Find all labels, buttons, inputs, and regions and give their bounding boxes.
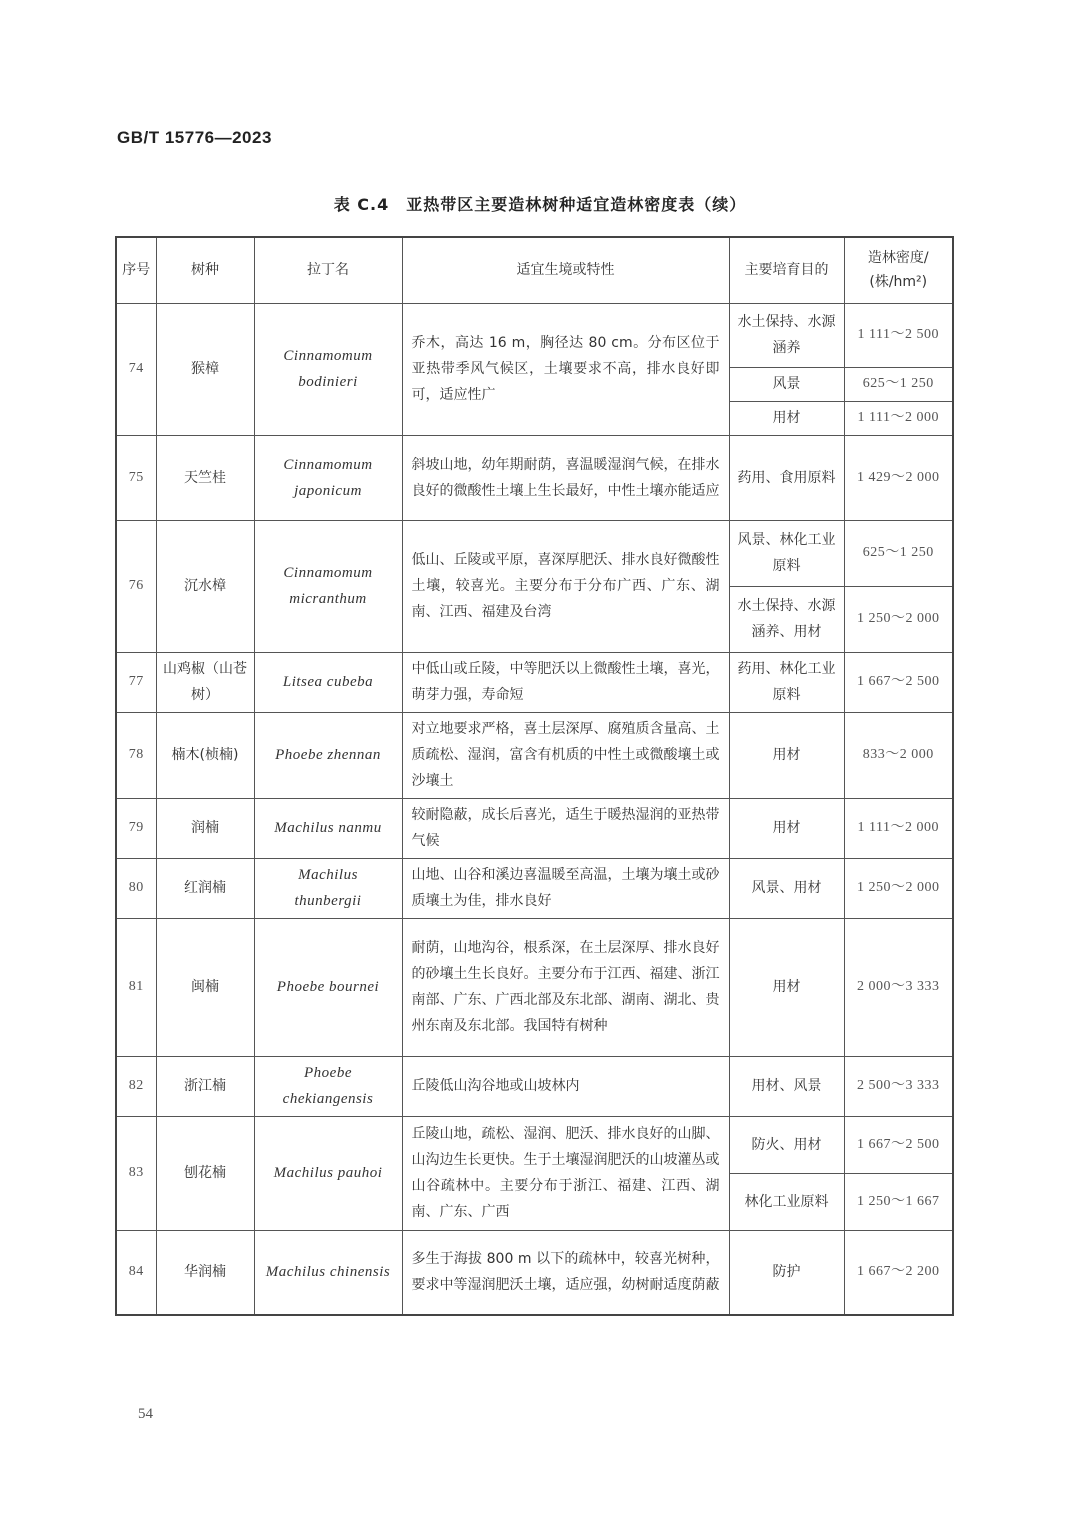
- row-index: 74: [116, 303, 156, 435]
- latin-line: Phoebe: [304, 1065, 352, 1081]
- header-density: [844, 237, 953, 303]
- row-index: 79: [116, 798, 156, 858]
- row-latin: [254, 858, 402, 918]
- page-number: 54: [138, 1406, 153, 1422]
- row-habitat: 山地、山谷和溪边喜温暖至高温，土壤为壤土或砂质壤土为佳，排水良好: [402, 858, 729, 918]
- row-density: 1 111～2 500: [844, 303, 953, 367]
- row-purpose: 药用、林化工业原料: [729, 652, 844, 712]
- row-latin: [254, 1056, 402, 1116]
- row-index: 80: [116, 858, 156, 918]
- latin-line: Cinnamomum: [283, 348, 373, 364]
- row-index: 83: [116, 1116, 156, 1230]
- table-row: [116, 918, 953, 1056]
- row-density: 1 667～2 500: [844, 652, 953, 712]
- latin-line: japonicum: [294, 482, 362, 499]
- row-density: 625～1 250: [844, 367, 953, 401]
- latin-line: thunbergii: [294, 893, 362, 909]
- latin-line: chekiangensis: [282, 1091, 374, 1107]
- row-species: 浙江楠: [156, 1056, 254, 1116]
- row-latin: Machilus pauhoi: [254, 1116, 402, 1230]
- row-latin: Phoebe bournei: [254, 918, 402, 1056]
- row-species: 润楠: [156, 798, 254, 858]
- row-purpose: 用材: [729, 798, 844, 858]
- row-habitat: 低山、丘陵或平原，喜深厚肥沃、排水良好微酸性土壤，较喜光。主要分布于分布广西、广东、湖南、江西、福建及台湾: [402, 520, 729, 652]
- row-purpose: 风景、林化工业原料: [729, 520, 844, 586]
- row-purpose: 防护: [729, 1230, 844, 1315]
- table-row: [116, 435, 953, 520]
- row-habitat: 较耐隐蔽，成长后喜光，适生于暖热湿润的亚热带气候: [402, 798, 729, 858]
- row-purpose: 风景、用材: [729, 858, 844, 918]
- row-habitat: 多生于海拔 800 m 以下的疏林中，较喜光树种，要求中等湿润肥沃土壤，适应强，幼树耐适度荫蔽: [402, 1230, 729, 1315]
- row-latin: [254, 520, 402, 652]
- row-species: 猴樟: [156, 303, 254, 435]
- row-purpose: 水土保持、水源涵养: [729, 303, 844, 367]
- table-row: [116, 798, 953, 858]
- row-density: 1 111～2 000: [844, 401, 953, 435]
- row-species: 红润楠: [156, 858, 254, 918]
- row-density: 1 667～2 500: [844, 1116, 953, 1173]
- row-density: 1 429～2 000: [844, 435, 953, 520]
- latin-line: Cinnamomum: [283, 565, 373, 581]
- table-caption: 表 C.4 亚热带区主要造林树种适宜造林密度表（续）: [333, 195, 747, 214]
- row-density: 1 667～2 200: [844, 1230, 953, 1315]
- row-species: 山鸡椒（山苍树）: [156, 652, 254, 712]
- header-habitat: 适宜生境或特性: [402, 237, 729, 303]
- row-purpose: 用材、风景: [729, 1056, 844, 1116]
- row-index: 77: [116, 652, 156, 712]
- row-purpose: 用材: [729, 712, 844, 798]
- row-species: 楠木(桢楠): [156, 712, 254, 798]
- row-latin: Machilus nanmu: [254, 798, 402, 858]
- row-purpose: 药用、食用原料: [729, 435, 844, 520]
- latin-line: Machilus: [298, 867, 358, 883]
- row-habitat: 乔木，高达 16 m，胸径达 80 cm。分布区位于亚热带季风气候区，土壤要求不高，排水良好即可，适应性广: [402, 303, 729, 435]
- row-index: 78: [116, 712, 156, 798]
- row-density: 1 250～2 000: [844, 858, 953, 918]
- row-density: 1 111～2 000: [844, 798, 953, 858]
- table-row: [116, 303, 953, 367]
- table-row: [116, 1230, 953, 1315]
- row-index: 81: [116, 918, 156, 1056]
- row-habitat: 对立地要求严格，喜土层深厚、腐殖质含量高、土质疏松、湿润，富含有机质的中性土或微酸壤土或沙壤土: [402, 712, 729, 798]
- row-purpose: 防火、用材: [729, 1116, 844, 1173]
- row-latin: Litsea cubeba: [254, 652, 402, 712]
- latin-line: micranthum: [289, 591, 367, 607]
- row-habitat: 耐荫，山地沟谷，根系深，在土层深厚、排水良好的砂壤土生长良好。主要分布于江西、福建、浙江南部、广东、广西北部及东北部、湖南、湖北、贵州东南及东北部。我国特有树种: [402, 918, 729, 1056]
- row-index: 84: [116, 1230, 156, 1315]
- header-species: 树种: [156, 237, 254, 303]
- header-index: 序号: [116, 237, 156, 303]
- header-latin: 拉丁名: [254, 237, 402, 303]
- row-species: 天竺桂: [156, 435, 254, 520]
- row-species: 沉水樟: [156, 520, 254, 652]
- table-row: [116, 1056, 953, 1116]
- row-latin: Machilus chinensis: [254, 1230, 402, 1315]
- row-index: 82: [116, 1056, 156, 1116]
- row-index: 76: [116, 520, 156, 652]
- row-purpose: 林化工业原料: [729, 1173, 844, 1230]
- header-density-line2: (株/hm²): [869, 274, 928, 291]
- row-purpose: 水土保持、水源涵养、用材: [729, 586, 844, 652]
- table-header-row: [116, 237, 953, 303]
- header-purpose: 主要培育目的: [729, 237, 844, 303]
- row-density: 1 250～1 667: [844, 1173, 953, 1230]
- row-latin: [254, 435, 402, 520]
- row-habitat: 斜坡山地，幼年期耐荫，喜温暖湿润气候，在排水良好的微酸性土壤上生长最好，中性土壤亦能适应: [402, 435, 729, 520]
- row-species: 华润楠: [156, 1230, 254, 1315]
- row-species: 闽楠: [156, 918, 254, 1056]
- table-row: [116, 520, 953, 586]
- row-habitat: 中低山或丘陵，中等肥沃以上微酸性土壤，喜光，萌芽力强，寿命短: [402, 652, 729, 712]
- row-latin: [254, 303, 402, 435]
- header-density-line1: 造林密度/: [867, 250, 929, 267]
- row-density: 1 250～2 000: [844, 586, 953, 652]
- row-density: 2 000～3 333: [844, 918, 953, 1056]
- row-index: 75: [116, 435, 156, 520]
- row-purpose: 用材: [729, 918, 844, 1056]
- row-purpose: 风景: [729, 367, 844, 401]
- latin-line: bodinieri: [298, 374, 358, 390]
- table-row: [116, 712, 953, 798]
- row-density: 833～2 000: [844, 712, 953, 798]
- row-latin: Phoebe zhennan: [254, 712, 402, 798]
- row-purpose: 用材: [729, 401, 844, 435]
- row-habitat: 丘陵低山沟谷地或山坡林内: [402, 1056, 729, 1116]
- row-density: 2 500～3 333: [844, 1056, 953, 1116]
- document-code: GB/T 15776—2023: [117, 128, 272, 147]
- row-habitat: 丘陵山地，疏松、湿润、肥沃、排水良好的山脚、山沟边生长更快。生于土壤湿润肥沃的山坡灌丛或山谷疏林中。主要分布于浙江、福建、江西、湖南、广东、广西: [402, 1116, 729, 1230]
- table-row: [116, 858, 953, 918]
- row-species: 刨花楠: [156, 1116, 254, 1230]
- latin-line: Cinnamomum: [283, 456, 373, 473]
- density-table: [115, 236, 954, 1316]
- table-row: [116, 1116, 953, 1173]
- table-row: [116, 652, 953, 712]
- row-density: 625～1 250: [844, 520, 953, 586]
